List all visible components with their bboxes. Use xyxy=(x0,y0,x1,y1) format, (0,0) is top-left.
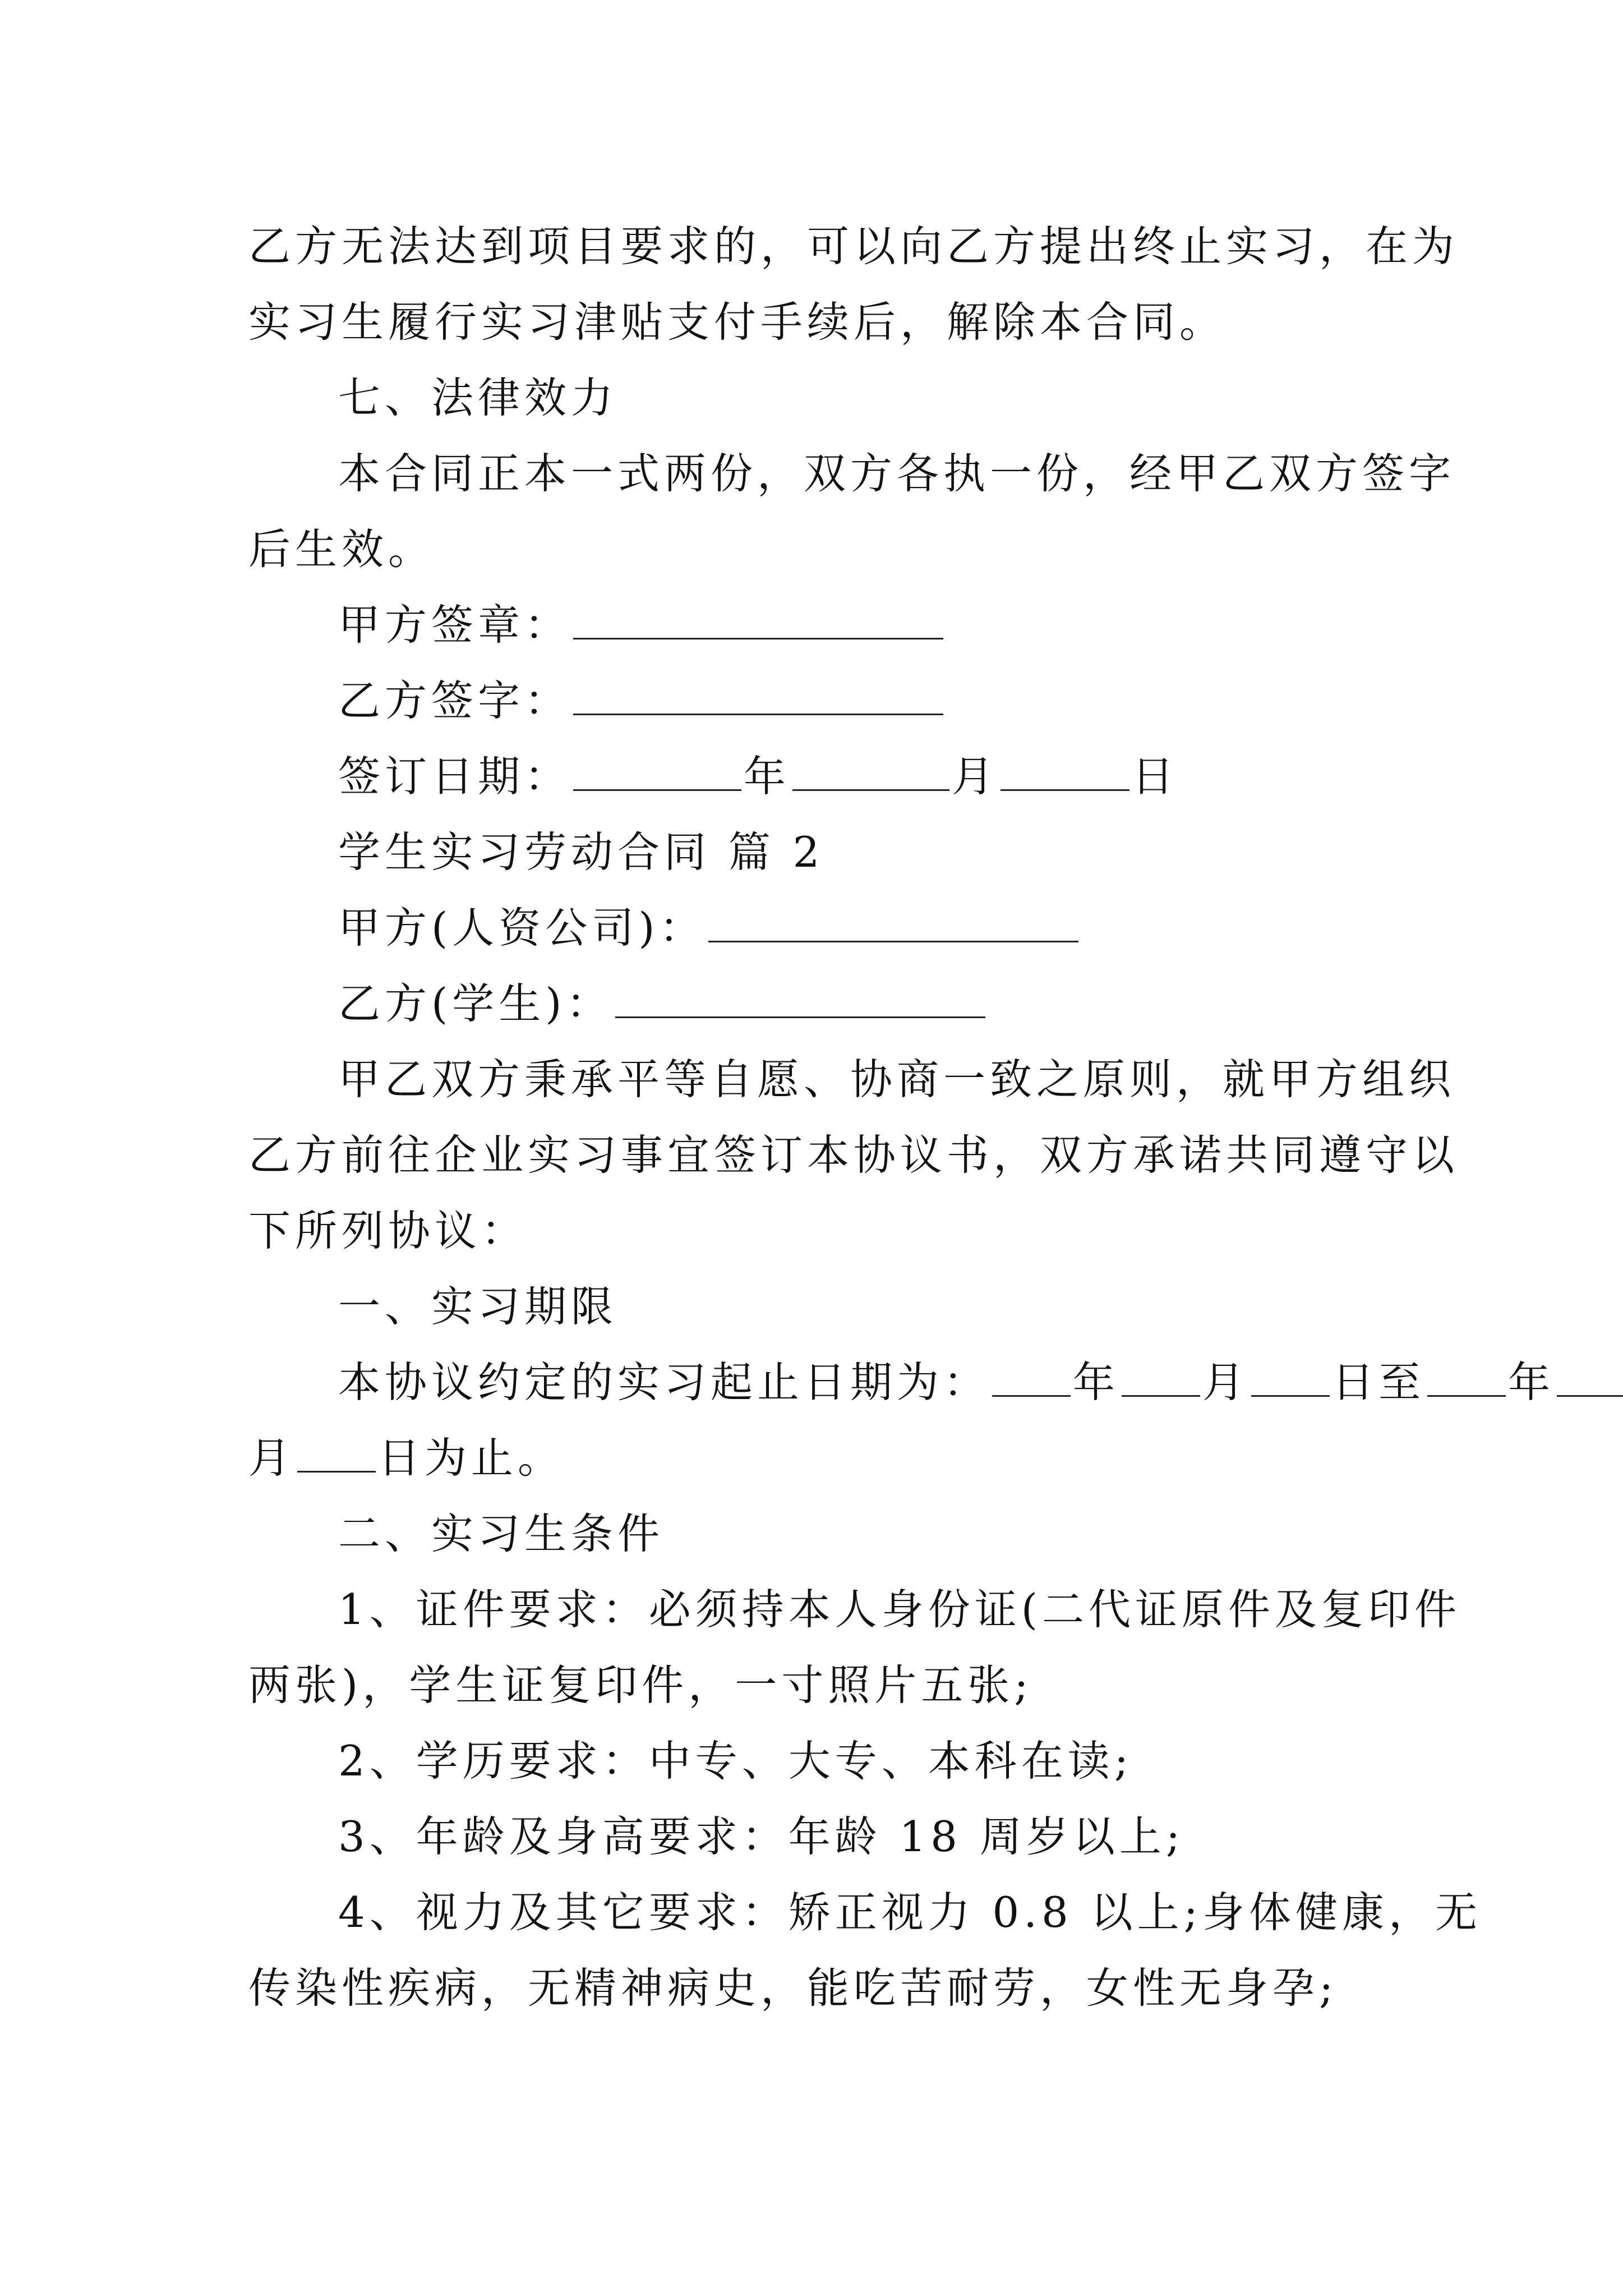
paragraph-line: 2、学历要求：中专、大专、本科在读; xyxy=(338,1736,1133,1786)
party-b-sign-label: 乙方签字： xyxy=(338,676,571,725)
party-a-label: 甲方(人资公司)： xyxy=(338,903,706,953)
paragraph-line: 后生效。 xyxy=(248,524,435,574)
sign-date-line xyxy=(338,738,1178,815)
year-label: 年 xyxy=(1073,1358,1120,1407)
paragraph-line: 甲乙双方秉承平等自愿、协商一致之原则，就甲方组织 xyxy=(338,1055,1456,1104)
start-month-blank[interactable] xyxy=(1122,1360,1200,1397)
year-blank[interactable] xyxy=(573,754,741,791)
sign-date-label: 签订日期： xyxy=(338,752,571,801)
day-label: 日 xyxy=(1132,752,1179,801)
section-heading: 一、实习期限 xyxy=(338,1282,618,1331)
paragraph-line: 3、年龄及身高要求：年龄 18 周岁以上; xyxy=(338,1812,1185,1861)
party-b-signature-blank[interactable] xyxy=(573,679,943,715)
start-year-blank[interactable] xyxy=(992,1360,1071,1397)
paragraph-line: 4、视力及其它要求：矫正视力 0.8 以上;身体健康，无 xyxy=(338,1888,1482,1937)
end-month-blank[interactable] xyxy=(1557,1360,1623,1397)
paragraph-line: 乙方前往企业实习事宜签订本协议书，双方承诺共同遵守以 xyxy=(248,1130,1459,1180)
party-a-signature-line xyxy=(338,586,946,664)
end-year-blank[interactable] xyxy=(1427,1360,1506,1397)
party-b-signature-line xyxy=(338,662,946,739)
party-b-blank[interactable] xyxy=(615,982,985,1018)
paragraph-line: 1、证件要求：必须持本人身份证(二代证原件及复印件 xyxy=(338,1585,1461,1634)
party-a-line xyxy=(338,889,1081,967)
party-a-blank[interactable] xyxy=(708,906,1078,942)
month-label: 月 xyxy=(952,752,999,801)
paragraph-line: 乙方无法达到项目要求的，可以向乙方提出终止实习，在为 xyxy=(248,222,1459,271)
start-day-blank[interactable] xyxy=(1251,1360,1330,1397)
section-heading: 二、实习生条件 xyxy=(338,1509,665,1558)
term-dates-line xyxy=(338,1343,1623,1421)
year-label: 年 xyxy=(1508,1358,1555,1407)
party-a-sign-label: 甲方签章： xyxy=(338,600,571,650)
year-label: 年 xyxy=(744,752,791,801)
term-prefix: 本协议约定的实习起止日期为： xyxy=(338,1358,990,1407)
section-heading: 七、法律效力 xyxy=(338,373,618,422)
paragraph-line: 本合同正本一式两份，双方各执一份，经甲乙双方签字 xyxy=(338,449,1456,498)
paragraph-line: 下所列协议： xyxy=(248,1206,528,1255)
paragraph-line: 实习生履行实习津贴支付手续后，解除本合同。 xyxy=(248,297,1227,347)
month-blank[interactable] xyxy=(792,754,949,791)
term-to: 日至 xyxy=(1332,1358,1426,1407)
end-day-blank[interactable] xyxy=(297,1436,376,1473)
paragraph-line: 传染性疾病，无精神病史，能吃苦耐劳，女性无身孕; xyxy=(248,1963,1338,2013)
party-a-signature-blank[interactable] xyxy=(573,603,943,639)
paragraph-line: 两张)，学生证复印件，一寸照片五张; xyxy=(248,1660,1033,1710)
day-blank[interactable] xyxy=(1000,754,1129,791)
section-title: 学生实习劳动合同 篇 2 xyxy=(338,827,824,877)
party-b-label: 乙方(学生)： xyxy=(338,979,613,1028)
month-label: 月 xyxy=(248,1433,296,1483)
party-b-line xyxy=(338,965,988,1042)
term-end: 日为止。 xyxy=(378,1433,565,1483)
term-dates-line-2 xyxy=(248,1419,564,1497)
month-label: 月 xyxy=(1202,1358,1249,1407)
